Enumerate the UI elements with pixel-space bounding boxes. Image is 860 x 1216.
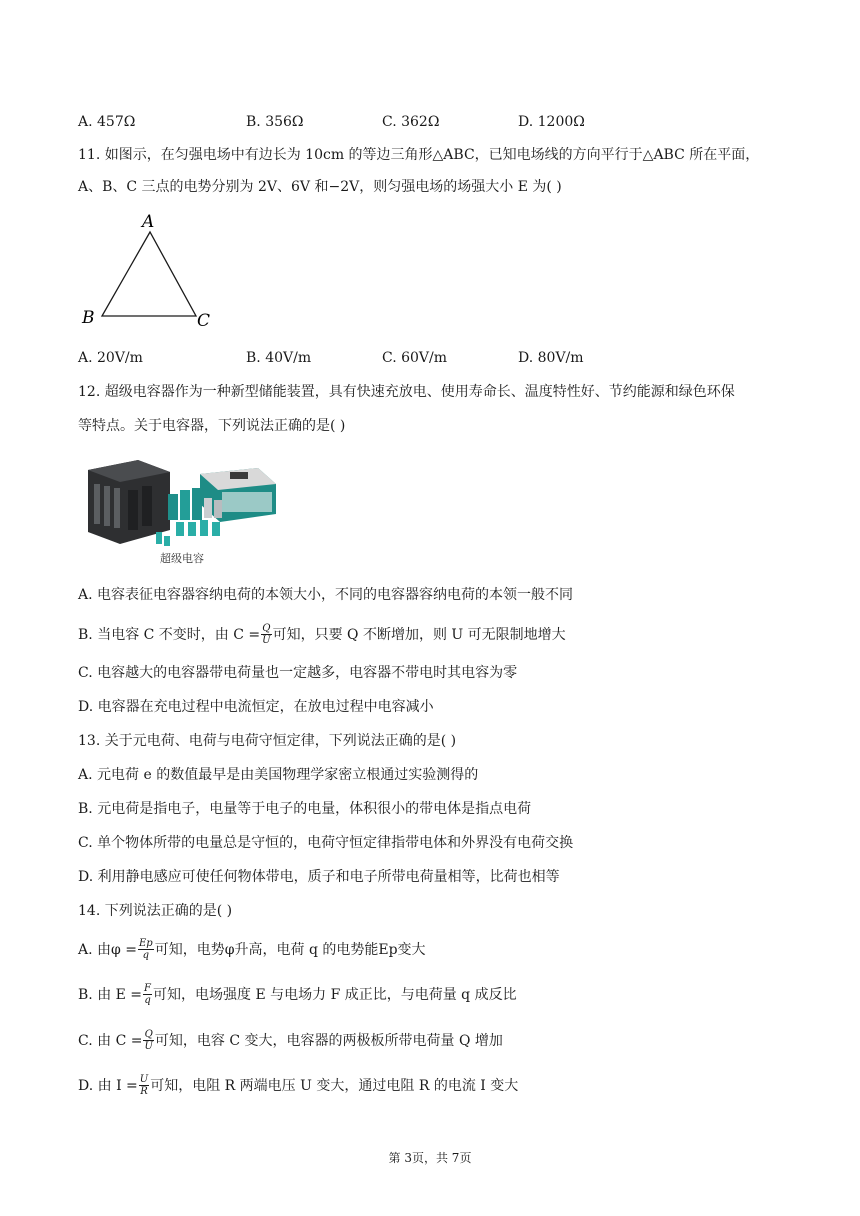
q13-option-d: D. 利用静电感应可使任何物体带电，质子和电子所带电荷量相等，比荷也相等 — [78, 869, 560, 885]
q12-stem-line2: 等特点。关于电容器，下列说法正确的是( ) — [78, 418, 346, 434]
q13-stem: 13. 关于元电荷、电荷与电荷守恒定律，下列说法正确的是( ) — [78, 733, 457, 749]
q12-option-b — [78, 624, 566, 646]
fraction-ep-over-q — [138, 939, 154, 961]
fraction-numerator: Q — [262, 623, 271, 634]
fraction-numerator: Q — [144, 1029, 153, 1040]
q14-option-d — [78, 1075, 518, 1097]
q10-option-a: A. 457Ω — [78, 114, 136, 130]
q10-options — [78, 112, 778, 132]
q13-option-c: C. 单个物体所带的电量总是守恒的，电荷守恒定律指带电体和外界没有电荷交换 — [78, 835, 574, 851]
q11-option-b: B. 40V/m — [246, 350, 312, 366]
fraction-q-over-u — [261, 624, 271, 646]
vertex-label-a: A — [142, 212, 155, 232]
q14-option-a-pre: A. 由φ = — [78, 942, 137, 958]
q11-options — [78, 348, 778, 368]
fraction-denominator: q — [138, 949, 154, 961]
q11-option-a: A. 20V/m — [78, 350, 143, 366]
q10-option-d: D. 1200Ω — [518, 114, 585, 130]
q14-option-a — [78, 939, 426, 961]
triangle-shape — [102, 232, 196, 316]
q12-option-d: D. 电容器在充电过程中电流恒定，在放电过程中电容减小 — [78, 699, 434, 715]
q10-option-c: C. 362Ω — [382, 114, 440, 130]
q10-option-b: B. 356Ω — [246, 114, 304, 130]
vertex-label-b: B — [82, 308, 95, 328]
q11-option-c: C. 60V/m — [382, 350, 448, 366]
q14-option-b-post: 可知，电场强度 E 与电场力 F 成正比，与电荷量 q 成反比 — [153, 987, 517, 1003]
image-caption: 超级电容 — [160, 552, 204, 565]
fraction-denominator: R — [140, 1086, 148, 1097]
q14-stem: 14. 下列说法正确的是( ) — [78, 903, 233, 919]
q14-option-d-pre: D. 由 I = — [78, 1078, 138, 1094]
q14-option-a-post: 可知，电势φ升高，电荷 q 的电势能Ep变大 — [154, 942, 426, 958]
fraction-u-over-r — [139, 1075, 149, 1097]
q11-option-d: D. 80V/m — [518, 350, 584, 366]
q13-option-a: A. 元电荷 e 的数值最早是由美国物理学家密立根通过实验测得的 — [78, 767, 479, 783]
q14-option-c-post: 可知，电容 C 变大，电容器的两极板所带电荷量 Q 增加 — [154, 1033, 503, 1049]
q12-option-b-post: 可知，只要 Q 不断增加，则 U 可无限制地增大 — [272, 627, 566, 643]
q12-stem-line1: 12. 超级电容器作为一种新型储能装置，具有快速充放电、使用寿命长、温度特性好、节约能源和绿色环保 — [78, 384, 735, 400]
q12-option-b-pre: B. 当电容 C 不变时，由 C = — [78, 627, 261, 643]
q12-option-a: A. 电容表征电容器容纳电荷的本领大小，不同的电容器容纳电荷的本领一般不同 — [78, 587, 574, 603]
fraction-numerator: F — [144, 983, 151, 994]
q14-option-d-post: 可知，电阻 R 两端电压 U 变大，通过电阻 R 的电流 I 变大 — [150, 1078, 519, 1094]
fraction-denominator: U — [144, 1041, 153, 1052]
fraction-numerator: U — [139, 1074, 149, 1085]
q14-option-c-pre: C. 由 C = — [78, 1033, 143, 1049]
q14-option-b-pre: B. 由 E = — [78, 987, 143, 1003]
q13-option-b: B. 元电荷是指电子，电量等于电子的电量，体积很小的带电体是指点电荷 — [78, 801, 532, 817]
page-footer: 第 3页，共 7页 — [388, 1151, 472, 1165]
q14-option-c — [78, 1030, 503, 1052]
fraction-denominator: U — [262, 635, 271, 646]
fraction-f-over-q — [143, 984, 152, 1006]
fraction-q-over-u — [143, 1030, 153, 1052]
supercapacitor-photo — [80, 452, 280, 568]
q11-stem-line2: A、B、C 三点的电势分别为 2V、6V 和−2V，则匀强电场的场强大小 E 为( ) — [78, 179, 562, 195]
fraction-denominator: q — [144, 995, 151, 1006]
vertex-label-c: C — [197, 311, 211, 331]
q11-stem-line1: 11. 如图示，在匀强电场中有边长为 10cm 的等边三角形△ABC，已知电场线的方向平行于△ABC 所在平面， — [78, 147, 760, 163]
triangle-abc-figure — [78, 210, 228, 336]
q12-option-c: C. 电容越大的电容器带电荷量也一定越多，电容器不带电时其电容为零 — [78, 665, 518, 681]
q14-option-b — [78, 984, 517, 1006]
fraction-numerator: Ep — [139, 938, 153, 949]
